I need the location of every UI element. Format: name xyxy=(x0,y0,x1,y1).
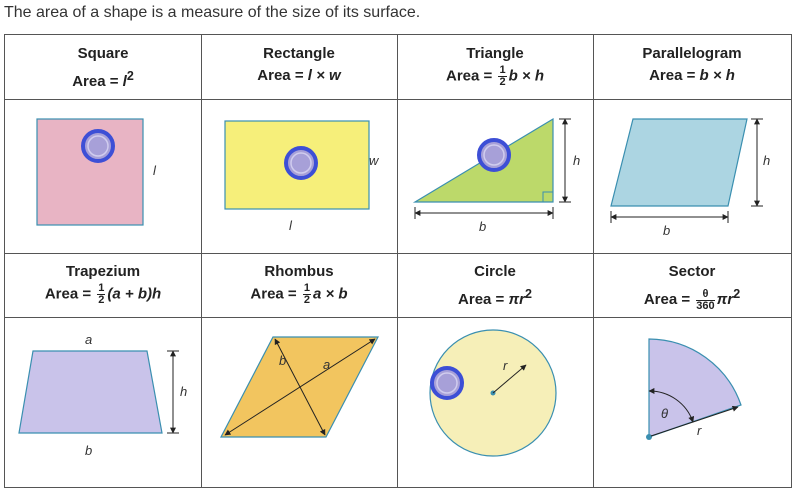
fraction: $\frac{\theta}{360}$ xyxy=(696,287,715,312)
shape-name: Sector xyxy=(668,263,716,280)
area-formula: Area = $\frac{1}{2}$ (a + b)h xyxy=(44,282,162,306)
shape-name: Square xyxy=(77,45,129,62)
fraction: $\frac{1}{2}$ xyxy=(499,64,506,88)
triangle-base-label: b xyxy=(479,219,487,234)
rectangle-width-label: w xyxy=(369,153,379,168)
trapezium-shape xyxy=(19,351,162,433)
parallelogram-base-label: b xyxy=(663,223,671,238)
area-formula: Area = $\frac{1}{2}$ a × b xyxy=(250,282,348,306)
fraction: $\frac{1}{2}$ xyxy=(303,282,310,306)
circle-marker-icon[interactable] xyxy=(479,140,509,170)
shape-name: Circle xyxy=(474,263,516,280)
area-formula: Area = $l^2$ xyxy=(72,69,134,90)
triangle-height-label: h xyxy=(573,153,581,168)
shape-name: Triangle xyxy=(466,45,524,62)
shape-diagrams xyxy=(5,35,791,487)
trapezium-bottom-label: b xyxy=(85,443,93,458)
area-formula: Area = $\frac{1}{2}$ b × h xyxy=(446,64,544,88)
trapezium-height-label: h xyxy=(180,384,188,399)
fraction: $\frac{1}{2}$ xyxy=(98,282,105,306)
sector-shape xyxy=(649,339,741,437)
parallelogram-shape xyxy=(611,119,747,206)
rhombus-diag-a-label: a xyxy=(323,357,331,372)
shape-name: Rhombus xyxy=(264,263,334,280)
rectangle-length-label: l xyxy=(289,218,292,233)
square-side-label: l xyxy=(153,163,156,178)
shape-name: Parallelogram xyxy=(642,45,742,62)
parallelogram-height-label: h xyxy=(763,153,771,168)
rhombus-diag-b-label: b xyxy=(279,353,287,368)
area-formula: Area = b × h xyxy=(649,67,735,84)
intro-text: The area of a shape is a measure of the size of its surface. xyxy=(4,4,421,21)
sector-radius-label: r xyxy=(697,423,702,438)
circle-radius-label: r xyxy=(503,358,508,373)
circle-marker-icon[interactable] xyxy=(83,131,113,161)
area-formula: Area = l × w xyxy=(257,67,341,84)
circle-marker-icon[interactable] xyxy=(432,368,462,398)
area-formula: Area = $\frac{\theta}{360}$ $\pi r^2$ xyxy=(643,287,741,312)
area-formula: Area = $\pi r^2$ xyxy=(458,287,532,308)
shape-name: Rectangle xyxy=(263,45,335,62)
circle-marker-icon[interactable] xyxy=(286,148,316,178)
sector-angle-label: θ xyxy=(661,406,669,421)
area-formula-table xyxy=(4,34,792,488)
trapezium-top-label: a xyxy=(85,332,93,347)
shape-name: Trapezium xyxy=(65,263,141,280)
